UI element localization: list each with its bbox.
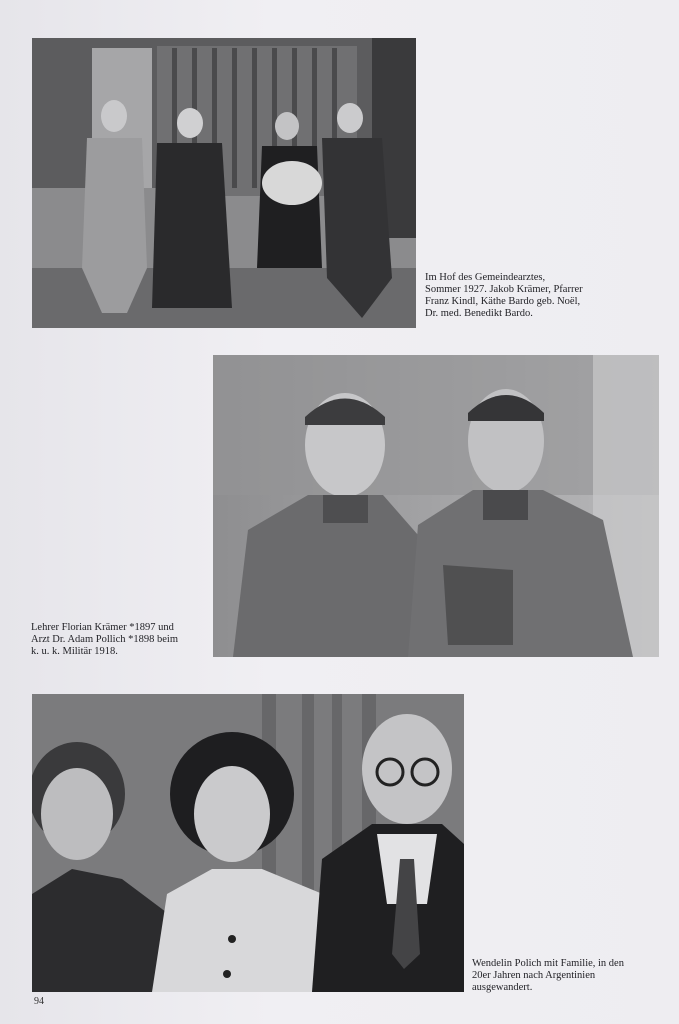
caption-line: Lehrer Florian Krämer *1897 und	[31, 622, 174, 633]
caption-line: Dr. med. Benedikt Bardo.	[425, 308, 533, 319]
photo-soldiers-1918	[213, 355, 659, 657]
photo-polich-family	[32, 694, 464, 992]
caption-line: Arzt Dr. Adam Pollich *1898 beim	[31, 634, 178, 645]
caption-line: k. u. k. Militär 1918.	[31, 646, 118, 657]
caption-line: Franz Kindl, Käthe Bardo geb. Noël,	[425, 296, 581, 307]
caption-line: Wendelin Polich mit Familie, in den	[472, 958, 624, 969]
caption-line: Sommer 1927. Jakob Krämer, Pfarrer	[425, 284, 583, 295]
page-number: 94	[34, 996, 44, 1007]
caption-line: Im Hof des Gemeindearztes,	[425, 272, 546, 283]
photo-courtyard-1927	[32, 38, 416, 328]
caption-line: ausgewandert.	[472, 982, 533, 993]
caption-polich-family	[472, 958, 624, 994]
caption-courtyard-1927	[425, 272, 583, 320]
caption-line: 20er Jahren nach Argentinien	[472, 970, 596, 981]
caption-soldiers-1918	[31, 622, 178, 658]
